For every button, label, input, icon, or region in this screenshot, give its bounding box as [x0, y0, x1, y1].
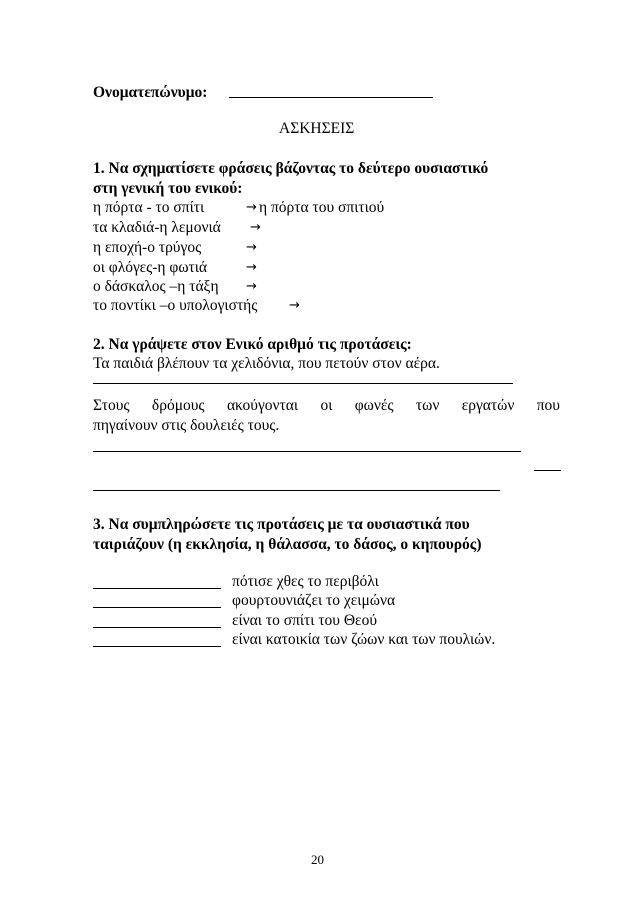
- word: που: [536, 397, 560, 414]
- answer-line: [534, 470, 561, 471]
- page-title: ΑΣΚΗΣΕΙΣ: [279, 120, 355, 137]
- fill-blank-line: [93, 627, 221, 628]
- ex2-sentence2-line2: πηγαίνουν στις δουλειές τους.: [93, 417, 280, 434]
- ex1-heading-line1: 1. Να σχηματίσετε φράσεις βάζοντας το δεύτερο ουσιαστικό: [93, 160, 489, 177]
- arrow-right-icon: →: [250, 220, 261, 235]
- ex3-heading-line1: 3. Να συμπληρώσετε τις προτάσεις με τα ουσιαστικά που: [93, 516, 470, 533]
- word: ακούγονται: [226, 397, 299, 414]
- ex2-sentence2-line1: [93, 397, 560, 415]
- ex1-item-text: η πόρτα - το σπίτι: [93, 199, 205, 216]
- word: των: [415, 397, 440, 414]
- word: δρόμους: [151, 397, 205, 414]
- arrow-right-icon: →: [289, 298, 300, 313]
- arrow-right-icon: →: [246, 200, 257, 215]
- word: φωνές: [354, 397, 394, 414]
- ex1-item-text: το ποντίκι –ο υπολογιστής: [93, 297, 258, 314]
- name-label: Ονοματεπώνυμο:: [93, 84, 208, 101]
- ex3-item: πότισε χθες το περιβόλι: [232, 573, 379, 590]
- ex1-item-result: η πόρτα του σπιτιού: [259, 199, 385, 216]
- answer-line: [93, 383, 513, 384]
- ex2-sentence1: Τα παιδιά βλέπουν τα χελιδόνια, που πετούν στον αέρα.: [93, 355, 440, 372]
- ex1-item-text: τα κλαδιά-η λεμονιά: [93, 219, 221, 236]
- answer-line: [93, 451, 521, 452]
- ex3-item: είναι το σπίτι του Θεού: [232, 612, 377, 629]
- arrow-right-icon: →: [246, 240, 257, 255]
- page-number: 20: [311, 852, 324, 867]
- word: Στους: [93, 397, 130, 414]
- ex2-heading: 2. Να γράψετε στον Ενικό αριθμό τις προτάσεις:: [93, 336, 412, 353]
- ex3-heading-line2: ταιριάζουν (η εκκλησία, η θάλασσα, το δάσος, ο κηπουρός): [93, 536, 482, 553]
- name-blank-line: [229, 97, 433, 98]
- answer-line: [93, 490, 500, 491]
- ex3-item: είναι κατοικία των ζώων και των πουλιών.: [232, 631, 496, 648]
- fill-blank-line: [93, 588, 221, 589]
- arrow-right-icon: →: [246, 260, 257, 275]
- ex3-item: φουρτουνιάζει το χειμώνα: [232, 592, 396, 609]
- ex1-item-text: ο δάσκαλος –η τάξη: [93, 278, 219, 295]
- arrow-right-icon: →: [246, 279, 257, 294]
- word: εργατών: [461, 397, 515, 414]
- fill-blank-line: [93, 607, 221, 608]
- ex1-heading-line2: στη γενική του ενικού:: [93, 180, 243, 197]
- fill-blank-line: [93, 646, 221, 647]
- word: οι: [320, 397, 333, 414]
- ex1-item-text: η εποχή-ο τρύγος: [93, 239, 202, 256]
- ex1-item-text: οι φλόγες-η φωτιά: [93, 259, 208, 276]
